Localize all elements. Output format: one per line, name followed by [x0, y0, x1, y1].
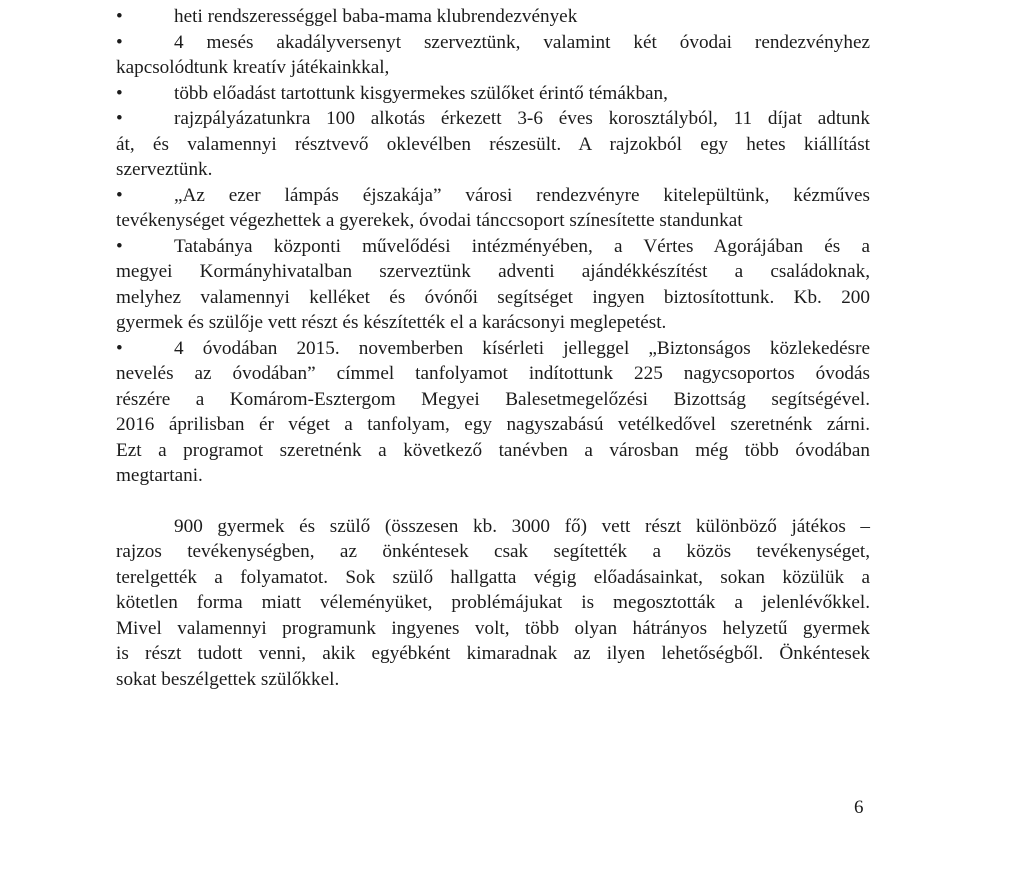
document-page — [116, 4, 870, 692]
summary-paragraph-line — [116, 539, 870, 565]
list-item-continuation — [116, 208, 870, 234]
paragraph-text: kötetlen forma miatt véleményüket, problémájukat is megosztották a jelenlévőkkel. — [116, 592, 870, 613]
list-item-continuation — [116, 157, 870, 183]
bullet: • — [116, 31, 123, 53]
bullet: • — [116, 184, 123, 206]
paragraph-text: rajzos tevékenységben, az önkéntesek csak segítették a közös tevékenységet, — [116, 541, 870, 562]
list-item-text: több előadást tartottunk kisgyermekes szülőket érintő témákban, — [174, 82, 668, 104]
paragraph-gap — [116, 489, 870, 514]
list-item-text: kapcsolódtunk kreatív játékainkkal, — [116, 57, 390, 78]
list-item-continuation — [116, 132, 870, 158]
list-item-text: Ezt a programot szeretnénk a következő tanévben a városban még több óvodában — [116, 439, 870, 461]
list-item-lantern-night — [116, 183, 870, 209]
list-item-continuation — [116, 259, 870, 285]
list-item-continuation — [116, 387, 870, 413]
list-item-continuation — [116, 55, 870, 81]
list-item-text: melyhez valamennyi kelléket és óvónői segítséget ingyen biztosítottunk. Kb. 200 — [116, 286, 870, 308]
list-item-traffic-course — [116, 336, 870, 362]
paragraph-text: Mivel valamennyi programunk ingyenes volt, több olyan hátrányos helyzetű gyermek — [116, 617, 870, 639]
list-item-text: Tatabánya központi művelődési intézményében, a Vértes Agorájában és a — [174, 235, 870, 257]
summary-paragraph-line — [116, 565, 870, 591]
summary-paragraph-line — [116, 616, 870, 642]
list-item-text: át, és valamennyi résztvevő oklevélben részesült. A rajzokból egy hetes kiállítást — [116, 133, 870, 155]
list-item-text: 4 óvodában 2015. novemberben kísérleti jelleggel „Biztonságos közlekedésre — [174, 337, 870, 359]
list-item-text: nevelés az óvodában” címmel tanfolyamot indítottunk 225 nagycsoportos óvodás — [116, 363, 870, 384]
list-item-text: részére a Komárom-Esztergom Megyei Balesetmegelőzési Bizottság segítségével. — [116, 388, 870, 410]
summary-paragraph-line — [116, 514, 870, 540]
list-item-weekly-club — [116, 4, 870, 30]
paragraph-text: 900 gyermek és szülő (összesen kb. 3000 fő) vett részt különböző játékos – — [174, 515, 870, 537]
list-item-continuation — [116, 412, 870, 438]
list-item-text: 4 mesés akadályversenyt szerveztünk, valamint két óvodai rendezvényhez — [174, 31, 870, 53]
summary-paragraph-line — [116, 641, 870, 667]
list-item-drawing-contest — [116, 106, 870, 132]
paragraph-text: terelgették a folyamatot. Sok szülő hallgatta végig előadásainkat, sokan közülük a — [116, 566, 870, 588]
list-item-continuation — [116, 285, 870, 311]
list-item-continuation — [116, 361, 870, 387]
list-item-continuation — [116, 463, 870, 489]
list-item-text: szerveztünk. — [116, 159, 213, 180]
list-item-continuation — [116, 438, 870, 464]
page-number: 6 — [854, 797, 864, 818]
list-item-continuation — [116, 310, 870, 336]
bullet: • — [116, 235, 123, 257]
paragraph-text: sokat beszélgettek szülőkkel. — [116, 668, 340, 690]
summary-paragraph-line — [116, 667, 870, 693]
bullet: • — [116, 108, 123, 129]
bullet: • — [116, 82, 123, 104]
list-item-lectures — [116, 81, 870, 107]
list-item-text: 2016 áprilisban ér véget a tanfolyam, egy nagyszabású vetélkedővel szeretnénk zárni. — [116, 414, 870, 435]
list-item-text: tevékenységet végezhettek a gyerekek, óvodai tánccsoport színesítette standunkat — [116, 210, 743, 231]
bullet: • — [116, 6, 123, 27]
list-item-text: gyermek és szülője vett részt és készítették el a karácsonyi meglepetést. — [116, 312, 667, 333]
bullet: • — [116, 337, 123, 359]
list-item-obstacle-race — [116, 30, 870, 56]
paragraph-text: is részt tudott venni, akik egyébként kimaradnak az ilyen lehetőségből. Önkéntesek — [116, 643, 870, 664]
summary-paragraph-line — [116, 590, 870, 616]
list-item-advent-crafts — [116, 234, 870, 260]
list-item-text: rajzpályázatunkra 100 alkotás érkezett 3-6 éves korosztályból, 11 díjat adtunk — [174, 108, 870, 129]
list-item-text: megyei Kormányhivatalban szerveztünk adventi ajándékkészítést a családoknak, — [116, 261, 870, 282]
list-item-text: heti rendszerességgel baba-mama klubrendezvények — [174, 6, 578, 27]
list-item-text: „Az ezer lámpás éjszakája” városi rendezvényre kitelepültünk, kézműves — [174, 184, 870, 206]
list-item-text: megtartani. — [116, 465, 203, 486]
